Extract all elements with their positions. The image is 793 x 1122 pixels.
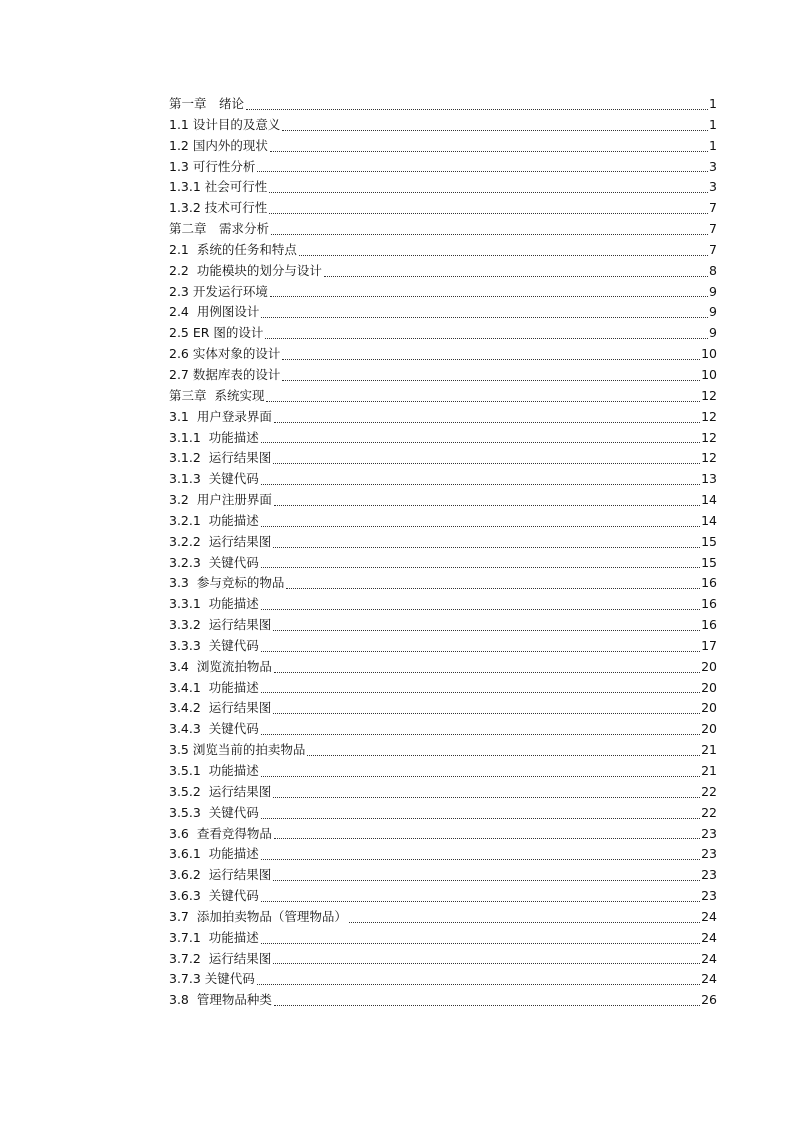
toc-entry-title: 3.3 参与竞标的物品	[169, 575, 285, 591]
toc-entry-page-number: 24	[701, 908, 717, 924]
toc-entry[interactable]	[169, 94, 717, 115]
toc-entry-title: 1.3 可行性分析	[169, 158, 256, 174]
toc-entry[interactable]	[169, 824, 717, 845]
toc-entry-title: 3.4.1 功能描述	[169, 679, 259, 695]
toc-dot-leader	[282, 379, 700, 381]
toc-entry-page-number: 10	[701, 366, 717, 382]
toc-entry[interactable]	[169, 219, 717, 240]
toc-entry-title: 1.2 国内外的现状	[169, 137, 268, 153]
toc-dot-leader	[274, 671, 700, 673]
toc-entry-page-number: 1	[709, 137, 717, 153]
toc-dot-leader	[261, 483, 700, 485]
toc-entry-page-number: 20	[701, 679, 717, 695]
toc-entry-page-number: 20	[701, 721, 717, 737]
toc-entry-page-number: 22	[701, 783, 717, 799]
toc-entry-title: 2.7 数据库表的设计	[169, 366, 281, 382]
toc-entry-title: 3.8 管理物品种类	[169, 992, 272, 1008]
toc-dot-leader	[261, 691, 700, 693]
toc-entry-page-number: 1	[709, 116, 717, 132]
toc-entry-title: 3.5.2 运行结果图	[169, 783, 272, 799]
toc-entry[interactable]	[169, 553, 717, 574]
toc-entry-title: 3.2 用户注册界面	[169, 492, 272, 508]
toc-entry-page-number: 20	[701, 658, 717, 674]
toc-entry-title: 2.6 实体对象的设计	[169, 346, 281, 362]
toc-entry[interactable]	[169, 907, 717, 928]
toc-entry-title: 3.1.1 功能描述	[169, 429, 259, 445]
toc-entry[interactable]	[169, 615, 717, 636]
toc-dot-leader	[269, 191, 708, 193]
toc-dot-leader	[261, 566, 700, 568]
toc-entry[interactable]	[169, 428, 717, 449]
toc-dot-leader	[265, 337, 708, 339]
toc-entry[interactable]	[169, 448, 717, 469]
toc-entry[interactable]	[169, 261, 717, 282]
toc-dot-leader	[274, 1004, 700, 1006]
toc-dot-leader	[261, 858, 700, 860]
toc-entry[interactable]	[169, 865, 717, 886]
toc-entry[interactable]	[169, 803, 717, 824]
toc-dot-leader	[299, 254, 708, 256]
toc-dot-leader	[261, 650, 700, 652]
toc-entry[interactable]	[169, 323, 717, 344]
toc-dot-leader	[274, 837, 700, 839]
toc-entry[interactable]	[169, 177, 717, 198]
toc-entry[interactable]	[169, 990, 717, 1011]
toc-entry-title: 1.3.2 技术可行性	[169, 200, 268, 216]
toc-entry-page-number: 16	[701, 596, 717, 612]
toc-entry[interactable]	[169, 594, 717, 615]
toc-dot-leader	[261, 942, 700, 944]
toc-entry-title: 3.6.2 运行结果图	[169, 867, 272, 883]
toc-entry-page-number: 24	[701, 971, 717, 987]
toc-dot-leader	[273, 712, 700, 714]
toc-entry[interactable]	[169, 928, 717, 949]
toc-entry-title: 3.6.1 功能描述	[169, 846, 259, 862]
toc-entry-page-number: 3	[709, 179, 717, 195]
toc-entry[interactable]	[169, 136, 717, 157]
toc-dot-leader	[261, 316, 708, 318]
toc-entry[interactable]	[169, 282, 717, 303]
toc-dot-leader	[261, 775, 700, 777]
toc-entry-title: 3.5 浏览当前的拍卖物品	[169, 742, 306, 758]
toc-entry[interactable]	[169, 761, 717, 782]
toc-dot-leader	[282, 358, 700, 360]
toc-entry-title: 3.1.2 运行结果图	[169, 450, 272, 466]
toc-entry-title: 第二章 需求分析	[169, 221, 270, 237]
toc-dot-leader	[273, 962, 700, 964]
toc-entry[interactable]	[169, 386, 717, 407]
toc-entry-title: 3.7.1 功能描述	[169, 929, 259, 945]
toc-entry[interactable]	[169, 407, 717, 428]
toc-entry-title: 2.1 系统的任务和特点	[169, 241, 297, 257]
toc-entry-title: 3.1.3 关键代码	[169, 471, 259, 487]
toc-dot-leader	[273, 629, 700, 631]
toc-entry[interactable]	[169, 240, 717, 261]
toc-dot-leader	[271, 233, 708, 235]
toc-entry-page-number: 23	[701, 867, 717, 883]
toc-dot-leader	[282, 129, 708, 131]
toc-entry[interactable]	[169, 198, 717, 219]
toc-dot-leader	[266, 400, 700, 402]
toc-entry-title: 2.2 功能模块的划分与设计	[169, 262, 322, 278]
toc-entry-title: 3.6.3 关键代码	[169, 888, 259, 904]
toc-dot-leader	[270, 295, 708, 297]
toc-entry-page-number: 7	[709, 200, 717, 216]
toc-entry-title: 3.2.1 功能描述	[169, 512, 259, 528]
toc-entry-title: 3.4.3 关键代码	[169, 721, 259, 737]
toc-entry-page-number: 14	[701, 512, 717, 528]
toc-dot-leader	[261, 441, 700, 443]
toc-entry-title: 3.3.2 运行结果图	[169, 617, 272, 633]
toc-dot-leader	[270, 150, 708, 152]
toc-entry-title: 3.4.2 运行结果图	[169, 700, 272, 716]
toc-entry[interactable]	[169, 719, 717, 740]
toc-entry-page-number: 26	[701, 992, 717, 1008]
toc-entry-page-number: 22	[701, 804, 717, 820]
toc-dot-leader	[261, 525, 700, 527]
toc-entry-page-number: 15	[701, 554, 717, 570]
toc-entry-page-number: 1	[709, 96, 717, 111]
toc-entry[interactable]	[169, 886, 717, 907]
toc-entry-page-number: 24	[701, 950, 717, 966]
toc-dot-leader	[257, 983, 700, 985]
toc-entry[interactable]	[169, 657, 717, 678]
toc-dot-leader	[246, 108, 708, 110]
toc-entry[interactable]	[169, 511, 717, 532]
toc-dot-leader	[273, 796, 700, 798]
toc-entry-page-number: 15	[701, 533, 717, 549]
toc-entry[interactable]	[169, 365, 717, 386]
toc-entry-page-number: 23	[701, 888, 717, 904]
toc-entry-page-number: 9	[709, 304, 717, 320]
toc-entry-page-number: 7	[709, 241, 717, 257]
toc-entry-title: 3.7.2 运行结果图	[169, 950, 272, 966]
toc-entry[interactable]	[169, 698, 717, 719]
toc-entry[interactable]	[169, 844, 717, 865]
toc-entry[interactable]	[169, 949, 717, 970]
toc-entry-title: 3.7 添加拍卖物品（管理物品）	[169, 908, 347, 924]
toc-dot-leader	[307, 754, 700, 756]
toc-entry-page-number: 21	[701, 742, 717, 758]
toc-entry[interactable]	[169, 469, 717, 490]
toc-entry[interactable]	[169, 678, 717, 699]
toc-entry[interactable]	[169, 740, 717, 761]
toc-entry-title: 3.1 用户登录界面	[169, 408, 272, 424]
toc-entry-page-number: 7	[709, 221, 717, 237]
toc-entry-page-number: 12	[701, 408, 717, 424]
toc-entry[interactable]	[169, 782, 717, 803]
toc-entry-page-number: 9	[709, 283, 717, 299]
toc-entry-page-number: 21	[701, 763, 717, 778]
toc-entry-title: 3.5.1 功能描述	[169, 763, 259, 778]
toc-entry[interactable]	[169, 969, 717, 990]
toc-entry[interactable]	[169, 344, 717, 365]
toc-entry-page-number: 12	[701, 450, 717, 466]
toc-entry-page-number: 3	[709, 158, 717, 174]
toc-entry-page-number: 12	[701, 387, 717, 403]
toc-entry-page-number: 17	[701, 637, 717, 653]
toc-entry-page-number: 23	[701, 825, 717, 841]
toc-entry-page-number: 9	[709, 325, 717, 341]
toc-entry-title: 3.5.3 关键代码	[169, 804, 259, 820]
toc-entry-page-number: 24	[701, 929, 717, 945]
toc-entry-page-number: 16	[701, 575, 717, 591]
toc-dot-leader	[261, 608, 700, 610]
toc-entry-page-number: 16	[701, 617, 717, 633]
toc-entry[interactable]	[169, 573, 717, 594]
toc-entry-title: 3.4 浏览流拍物品	[169, 658, 272, 674]
toc-entry[interactable]	[169, 490, 717, 511]
toc-entry-title: 第三章 系统实现	[169, 387, 265, 403]
table-of-contents	[169, 94, 717, 1011]
toc-entry-title: 2.5 ER 图的设计	[169, 325, 264, 341]
toc-entry-title: 3.3.3 关键代码	[169, 637, 259, 653]
toc-dot-leader	[349, 921, 700, 923]
toc-entry-title: 1.1 设计目的及意义	[169, 116, 281, 132]
toc-entry-page-number: 20	[701, 700, 717, 716]
toc-entry-title: 2.3 开发运行环境	[169, 283, 268, 299]
toc-dot-leader	[286, 587, 700, 589]
toc-entry-title: 1.3.1 社会可行性	[169, 179, 268, 195]
toc-entry[interactable]	[169, 532, 717, 553]
toc-entry-title: 3.7.3 关键代码	[169, 971, 255, 987]
toc-dot-leader	[274, 504, 700, 506]
toc-dot-leader	[269, 212, 708, 214]
toc-dot-leader	[273, 546, 700, 548]
toc-dot-leader	[273, 462, 700, 464]
toc-entry-page-number: 14	[701, 492, 717, 508]
toc-entry-page-number: 8	[709, 262, 717, 278]
toc-dot-leader	[257, 170, 708, 172]
toc-entry-page-number: 23	[701, 846, 717, 862]
toc-entry-title: 3.3.1 功能描述	[169, 596, 259, 612]
toc-dot-leader	[261, 733, 700, 735]
toc-entry-page-number: 10	[701, 346, 717, 362]
toc-dot-leader	[261, 817, 700, 819]
toc-dot-leader	[261, 900, 700, 902]
toc-entry-title: 3.2.2 运行结果图	[169, 533, 272, 549]
toc-entry[interactable]	[169, 302, 717, 323]
toc-entry[interactable]	[169, 115, 717, 136]
toc-entry-page-number: 13	[701, 471, 717, 487]
toc-entry[interactable]	[169, 157, 717, 178]
toc-dot-leader	[273, 879, 700, 881]
toc-entry[interactable]	[169, 636, 717, 657]
toc-entry-title: 3.2.3 关键代码	[169, 554, 259, 570]
toc-entry-page-number: 12	[701, 429, 717, 445]
toc-dot-leader	[324, 275, 708, 277]
toc-entry-title: 2.4 用例图设计	[169, 304, 260, 320]
toc-entry-title: 第一章 绪论	[169, 96, 245, 111]
toc-entry-title: 3.6 查看竞得物品	[169, 825, 272, 841]
toc-dot-leader	[274, 421, 700, 423]
